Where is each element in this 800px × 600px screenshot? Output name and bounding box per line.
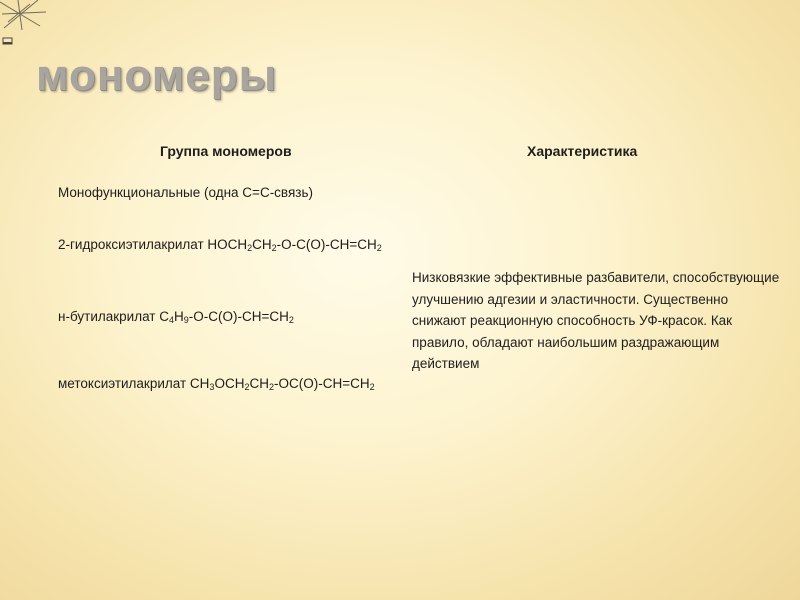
monomer-category: Монофункциональные (одна С=С-связь) (58, 185, 313, 200)
monomer-item-methoxyethyl-acrylate: метоксиэтилакрилат $СН_3ОСН_2СН_2-ОС(О)-СН=СН_2$ (58, 376, 375, 392)
characteristic-description: Низковязкие эффективные разбавители, способствующие улучшению адгезии и эластичности. Существенно снижают реакционную способность УФ-красок. Как правило, обладают наибольшим раздражающим действием (412, 270, 780, 371)
column-header-characteristic: Характеристика (527, 143, 638, 159)
monomer-item-hydroxyethyl-acrylate: 2-гидроксиэтилакрилат $НОСН_2СН_2-О-С(О)-СН=СН_2$ (58, 237, 382, 253)
slide-marker-icon (2, 36, 14, 46)
slide-title: мономеры (36, 51, 278, 100)
monomer-item-butyl-acrylate: н-бутилакрилат $С_4Н_9-О-С(О)-СН=СН_2$ (58, 309, 294, 325)
column-header-monomer-group: Группа мономеров (160, 143, 292, 159)
star-ornament-icon (0, 0, 48, 32)
